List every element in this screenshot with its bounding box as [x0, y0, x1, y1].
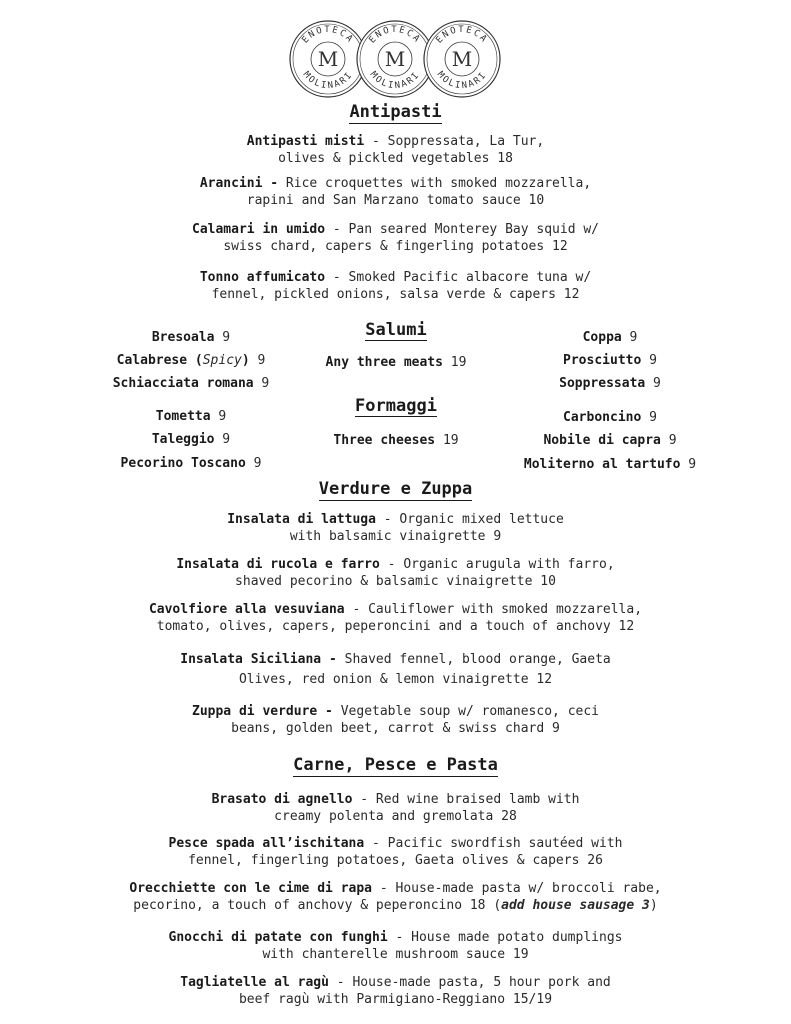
item-name: Cavolfiore alla vesuviana	[148, 602, 345, 617]
section-title-verdure: Verdure e Zuppa	[318, 479, 473, 499]
section-title-salumi: Salumi	[365, 320, 427, 340]
item-description-line2: rapini and San Marzano tomato sauce 10	[246, 193, 545, 208]
menu-item	[0, 221, 791, 255]
formaggi-item: Nobile di capra 9	[543, 433, 677, 448]
menu-item	[0, 650, 791, 690]
item-name: Zuppa di verdure -	[192, 704, 341, 719]
svg-text:MOLINARI: MOLINARI	[434, 69, 490, 92]
enoteca-molinari-logo	[287, 18, 503, 100]
item-name: Brasato di agnello	[211, 792, 353, 807]
item-name: Pesce spada all’ischitana	[168, 836, 365, 851]
item-name: Arancini -	[199, 176, 286, 191]
item-description-line2: with chanterelle mushroom sauce 19	[262, 947, 529, 962]
section-title-formaggi: Formaggi	[355, 396, 437, 416]
menu-item	[0, 703, 791, 737]
formaggi-item: Pecorino Toscano 9	[120, 456, 262, 471]
item-description: - Red wine braised lamb with	[352, 792, 580, 807]
item-description-line2: olives & pickled vegetables 18	[278, 151, 513, 166]
formaggi-item: Taleggio 9	[151, 432, 231, 447]
item-name: Insalata di rucola e farro	[176, 557, 380, 572]
menu-item: Orecchiette con le cime di rapa - House-made pasta w/ broccoli rabe, pecorino, a touch of anchovy & peperoncino 18 (add house sausage 3)	[129, 881, 662, 913]
svg-text:MOLINARI: MOLINARI	[300, 69, 356, 92]
item-description: - Organic arugula with farro,	[379, 557, 615, 572]
menu-item	[0, 929, 791, 963]
menu-item	[0, 175, 791, 209]
salumi-item: Schiacciata romana 9	[112, 376, 270, 391]
section-title-antipasti: Antipasti	[349, 102, 442, 122]
formaggi-item: Tometta 9	[155, 409, 227, 424]
item-description: - Pan seared Monterey Bay squid w/	[325, 222, 599, 237]
item-description-line2: shaved pecorino & balsamic vinaigrette 10	[235, 574, 556, 589]
svg-text:M: M	[451, 47, 473, 71]
item-name: Tonno affumicato	[199, 270, 326, 285]
svg-text:ENOTECA: ENOTECA	[367, 25, 423, 46]
item-description: Shaved fennel, blood orange, Gaeta	[344, 652, 611, 667]
menu-item	[0, 133, 791, 167]
svg-text:M: M	[317, 47, 339, 71]
item-description-line2: beef ragù with Parmigiano-Reggiano 15/19	[238, 992, 553, 1007]
item-description-line2: fennel, fingerling potatoes, Gaeta olives & capers 26	[188, 853, 603, 868]
menu-item	[0, 835, 791, 869]
menu-item	[0, 974, 791, 1008]
formaggi-item: Moliterno al tartufo 9	[523, 457, 697, 472]
item-description-line2: tomato, olives, capers, peperoncini and a touch of anchovy 12	[156, 619, 635, 634]
svg-text:ENOTECA: ENOTECA	[300, 25, 356, 46]
logo-seal	[357, 21, 433, 97]
item-name: Calamari in umido	[192, 222, 326, 237]
item-name: Antipasti misti	[246, 134, 365, 149]
item-name: Insalata Siciliana -	[180, 652, 345, 667]
item-description-line2: pecorino, a touch of anchovy & peperoncino 18 (	[133, 898, 502, 913]
item-description-line2: creamy polenta and gremolata 28	[274, 809, 517, 824]
item-description: - House made potato dumplings	[387, 930, 623, 945]
item-description: - House-made pasta w/ broccoli rabe,	[372, 881, 662, 896]
menu-item	[0, 269, 791, 303]
salumi-item: Soppressata 9	[559, 376, 661, 391]
item-name: Insalata di lattuga	[227, 512, 376, 527]
salumi-item: Coppa 9	[582, 330, 638, 345]
svg-text:MOLINARI: MOLINARI	[367, 69, 423, 92]
logo-seal	[290, 21, 366, 97]
formaggi-item: Carboncino 9	[563, 410, 657, 425]
item-description: - Smoked Pacific albacore tuna w/	[325, 270, 592, 285]
item-description: - Soppressata, La Tur,	[364, 134, 545, 149]
salumi-item: Bresoala 9	[151, 330, 231, 345]
item-name: Orecchiette con le cime di rapa	[129, 881, 373, 896]
item-name: Gnocchi di patate con funghi	[168, 930, 388, 945]
item-addon-note: add house sausage 3	[501, 898, 650, 913]
menu-item	[0, 601, 791, 635]
salumi-item: Calabrese (Spicy) 9	[116, 353, 266, 368]
item-description: - Cauliflower with smoked mozzarella,	[344, 602, 643, 617]
menu-item	[0, 791, 791, 825]
item-description-line2: fennel, pickled onions, salsa verde & capers 12	[211, 287, 580, 302]
menu-item	[0, 556, 791, 590]
section-title-carne: Carne, Pesce e Pasta	[293, 755, 498, 775]
logo-seal	[424, 21, 500, 97]
item-description: Rice croquettes with smoked mozzarella,	[285, 176, 592, 191]
svg-text:M: M	[384, 47, 406, 71]
item-description-line2: swiss chard, capers & fingerling potatoes 12	[223, 239, 568, 254]
salumi-item: Prosciutto 9	[563, 353, 657, 368]
item-description: - Pacific swordfish sautéed with	[364, 836, 623, 851]
item-description: - Organic mixed lettuce	[375, 512, 564, 527]
svg-text:ENOTECA: ENOTECA	[434, 25, 490, 46]
item-description: - House-made pasta, 5 hour pork and	[328, 975, 611, 990]
formaggi-selection: Three cheeses 19	[333, 433, 459, 448]
item-name: Tagliatelle al ragù	[180, 975, 329, 990]
item-description-line2: Olives, red onion & lemon vinaigrette 12	[238, 672, 553, 687]
item-description-line2: beans, golden beet, carrot & swiss chard 9	[231, 721, 560, 736]
item-description: Vegetable soup w/ romanesco, ceci	[340, 704, 599, 719]
menu-item	[0, 511, 791, 545]
item-description-line2: with balsamic vinaigrette 9	[289, 529, 502, 544]
salumi-selection: Any three meats 19	[325, 355, 467, 370]
